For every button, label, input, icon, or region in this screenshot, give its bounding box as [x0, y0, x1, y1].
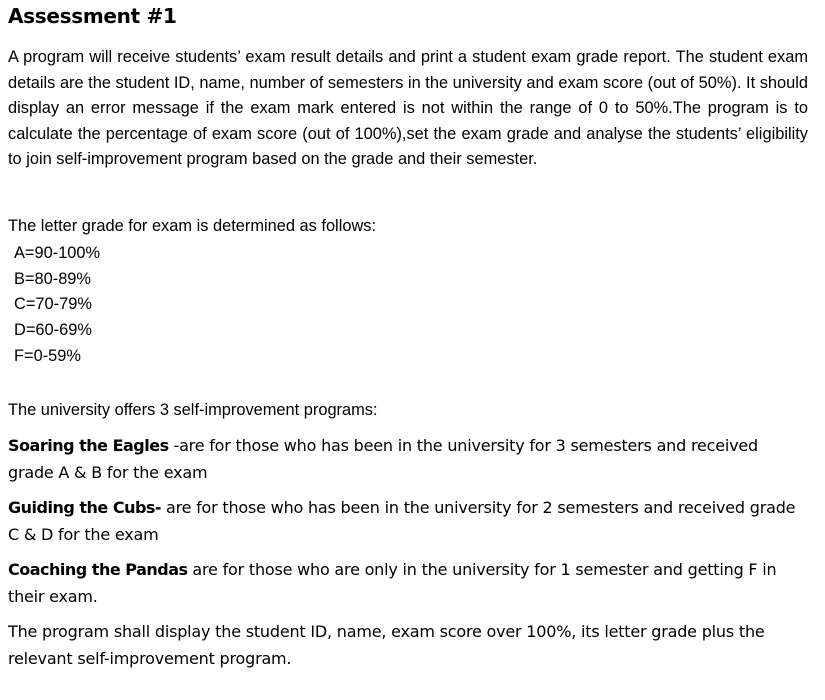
grade-item-c: C=70-79% — [14, 295, 92, 314]
program-name: Coaching the Pandas — [8, 560, 188, 579]
programs-intro: The university offers 3 self-improvement programs: — [8, 401, 378, 419]
grade-item-f: F=0-59% — [14, 346, 81, 365]
program-description: are for those who are only in the university for 1 semester and getting F in their exam. — [8, 560, 777, 606]
closing-paragraph: The program shall display the student ID, name, exam score over 100%, its letter grade plus the relevant self-improvement program. — [8, 622, 765, 668]
program-eagles — [8, 433, 808, 486]
grade-item-b: B=80-89% — [14, 269, 91, 288]
program-description: are for those who has been in the university for 2 semesters and received grade C & D for the exam — [8, 498, 796, 544]
page-title: Assessment #1 — [8, 4, 177, 28]
grade-item-a: A=90-100% — [14, 244, 101, 262]
intro-paragraph: A program will receive students’ exam result details and print a student exam grade report. The student exam details are the student ID, name, number of semesters in the university and exam score (out of 50%). It should display an error message if the exam mark entered is not within the range of 0 to 50%.The program is to calculate the percentage of exam score (out of 100%),set the exam grade and analyse the students’ eligibility to join self-improvement program based on the grade and their semester. — [8, 48, 808, 168]
grade-intro: The letter grade for exam is determined as follows: — [8, 217, 377, 235]
program-name: Guiding the Cubs- — [8, 498, 162, 517]
program-cubs — [8, 495, 808, 548]
program-name: Soaring the Eagles — [8, 436, 169, 455]
grade-item-d: D=60-69% — [14, 321, 92, 340]
program-description: -are for those who has been in the university for 3 semesters and received grade A & B for the exam — [8, 436, 758, 482]
grade-list — [14, 241, 100, 369]
program-pandas — [8, 557, 808, 610]
